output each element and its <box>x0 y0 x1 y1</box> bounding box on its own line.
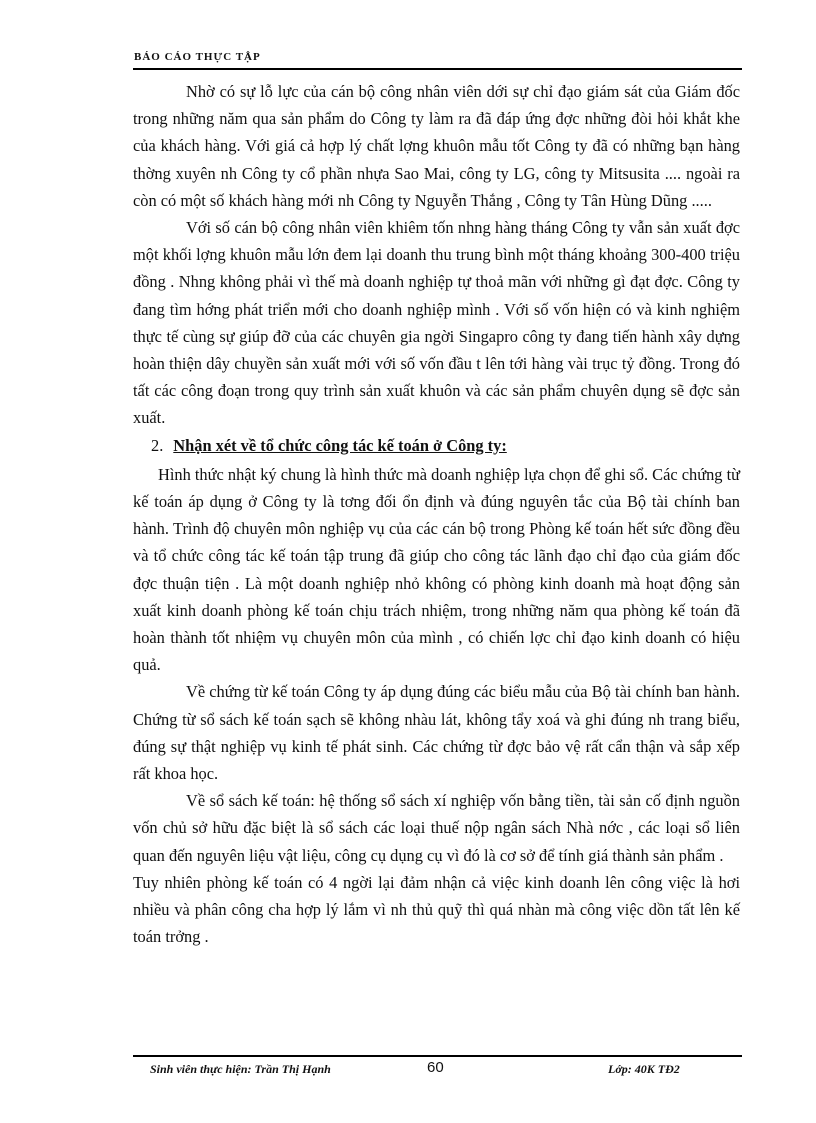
paragraph: Hình thức nhật ký chung là hình thức mà doanh nghiệp lựa chọn để ghi sổ. Các chứng từ kế toán áp dụng ở Công ty là tơng đối ổn định và đúng nguyên tắc của Bộ tài chính ban hành. Trình độ chuyên môn nghiệp vụ của các cán bộ trong Phòng kế toán hết sức đồng đều và tổ chức công tác kế toán tập trung đã giúp cho công tác lãnh đạo chỉ đạo của giám đốc đợc thuận tiện . Là một doanh nghiệp nhỏ không có phòng kinh doanh mà hoạt động sản xuất kinh doanh phòng kế toán chịu trách nhiệm, trong những năm qua phòng kế toán đã hoàn thành tốt nhiệm vụ chuyên môn của mình , có chiến lợc chỉ đạo kinh doanh có hiệu quả. <box>133 464 741 675</box>
page-content <box>133 78 740 951</box>
page-number: 60 <box>427 1059 444 1076</box>
paragraph: Về chứng từ kế toán Công ty áp dụng đúng các biểu mẫu của Bộ tài chính ban hành. Chứng từ sổ sách kế toán sạch sẽ không nhàu lát, không tẩy xoá và ghi đúng nh trang biểu, đúng sự thật nghiệp vụ kinh tế phát sinh. Các chứng từ đợc bảo vệ rất cẩn thận và sắp xếp rất khoa học. <box>133 682 740 784</box>
paragraph: Nhờ có sự lỗ lực của cán bộ công nhân viên dới sự chỉ đạo giám sát của Giám đốc trong những năm qua sản phẩm do Công ty làm ra đã đáp ứng đợc những đòi hỏi khắt khe của khách hàng. Với giá cả hợp lý chất lợng khuôn mẫu tốt Công ty đã có những bạn hàng thờng xuyên nh Công ty cổ phần nhựa Sao Mai, công ty LG, công ty Mitsusita .... ngoài ra còn có một số khách hàng mới nh Công ty Nguyễn Thắng , Công ty Tân Hùng Dũng ..... <box>133 82 740 210</box>
paragraph: Với số cán bộ công nhân viên khiêm tốn nhng hàng tháng Công ty vẫn sản xuất đợc một khối lợng khuôn mẫu lớn đem lại doanh thu trung bình một tháng khoảng 300-400 triệu đồng . Nhng không phải vì thế mà doanh nghiệp tự thoả mãn với những gì đạt đợc. Công ty đang tìm hớng phát triển mới cho doanh nghiệp mình . Với số vốn hiện có và kinh nghiệm thực tế cùng sự giúp đỡ của các chuyên gia ngời Singapro công ty đang tiến hành xây dựng hoàn thiện dây chuyền sản xuất mới với số vốn đầu t lên tới hàng vài trục tỷ đồng. Trong đó tất các công đoạn trong quy trình sản xuất khuôn và các sản phẩm chuyên dụng sẽ đợc sản xuất. <box>133 218 740 428</box>
header-rule <box>133 68 742 70</box>
section-number: 2. <box>151 435 164 455</box>
footer-rule <box>133 1055 742 1057</box>
footer-class: Lớp: 40K TĐ2 <box>608 1062 680 1076</box>
paragraph: Tuy nhiên phòng kế toán có 4 ngời lại đảm nhận cả việc kinh doanh lên công việc là hơi nhiều và phân công cha hợp lý lắm vì nh thủ quỹ thì quá nhàn mà công việc dồn tất lên kế toán trởng . <box>133 872 740 947</box>
footer-student: Sinh viên thực hiện: Trần Thị Hạnh <box>150 1062 331 1076</box>
paragraph: Về sổ sách kế toán: hệ thống sổ sách xí nghiệp vốn bằng tiền, tài sản cố định nguồn vốn chủ sở hữu đặc biệt là sổ sách các loại thuế nộp ngân sách Nhà nớc , các loại sổ liên quan đến nguyên liệu vật liệu, công cụ dụng cụ vì đó là cơ sở để tính giá thành sản phẩm . <box>133 791 740 865</box>
section-heading <box>133 432 740 459</box>
section-title: Nhận xét về tổ chức công tác kế toán ở Công ty: <box>173 435 507 455</box>
header-title: BÁO CÁO THỰC TẬP <box>134 51 261 63</box>
